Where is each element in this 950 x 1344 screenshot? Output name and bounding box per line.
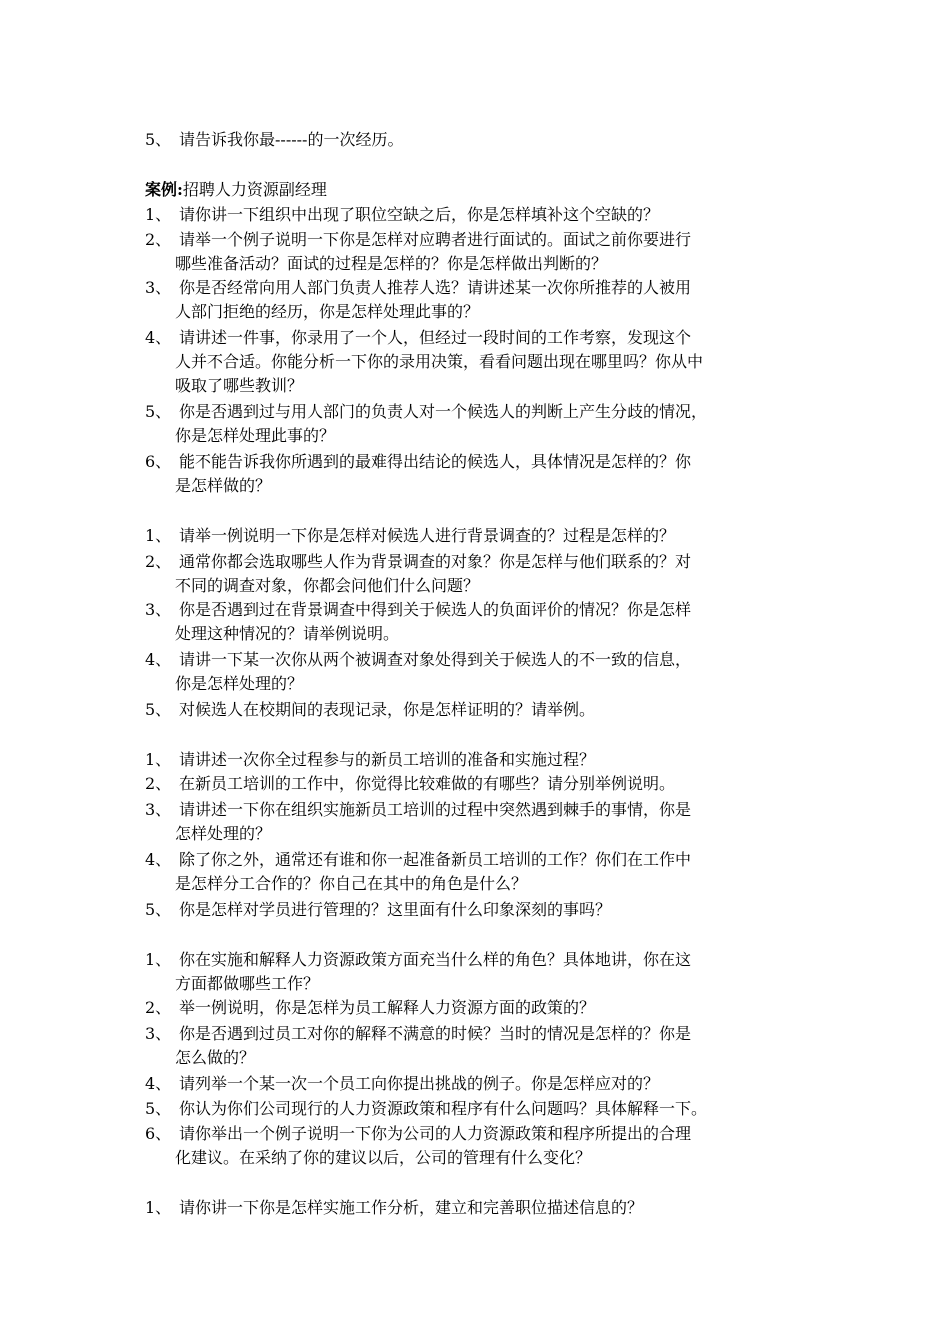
item-number: 2、 (145, 998, 172, 1017)
item-number: 5、 (145, 900, 172, 919)
list-item (145, 996, 835, 1020)
list-item (145, 524, 835, 548)
list-item (145, 276, 835, 300)
item-text: 你在实施和解释人力资源政策方面充当什么样的角色？具体地讲，你在这 (179, 950, 692, 969)
item-text: 能不能告诉我你所遇到的最难得出结论的候选人，具体情况是怎样的？你 (179, 452, 692, 471)
item-number: 4、 (145, 850, 172, 869)
item-number: 2、 (145, 230, 172, 249)
item-number: 1、 (145, 526, 172, 545)
list-item (145, 550, 835, 574)
item-continuation: 你是怎样处理的？ (175, 674, 304, 693)
list-item (145, 1097, 835, 1121)
list-item (145, 798, 835, 822)
item-number: 4、 (145, 650, 172, 669)
item-text: 请讲述一次你全过程参与的新员工培训的准备和实施过程？ (179, 750, 596, 769)
item-number: 6、 (145, 1124, 172, 1143)
item-number: 4、 (145, 1074, 172, 1093)
list-item (145, 772, 835, 796)
item-number: 5、 (145, 700, 172, 719)
item-text: 通常你都会选取哪些人作为背景调查的对象？你是怎样与他们联系的？对 (179, 552, 692, 571)
list-item (145, 848, 835, 872)
item-text: 请告诉我你最------的一次经历。 (179, 130, 404, 149)
item-text: 请你讲一下组织中出现了职位空缺之后，你是怎样填补这个空缺的？ (179, 205, 660, 224)
item-text: 请列举一个某一次一个员工向你提出挑战的例子。你是怎样应对的？ (179, 1074, 660, 1093)
item-text: 请讲述一下你在组织实施新员工培训的过程中突然遇到棘手的事情，你是 (179, 800, 692, 819)
item-text: 除了你之外，通常还有谁和你一起准备新员工培训的工作？你们在工作中 (179, 850, 692, 869)
item-text: 请你举出一个例子说明一下你为公司的人力资源政策和程序所提出的合理 (179, 1124, 692, 1143)
list-item (145, 748, 835, 772)
item-continuation: 人部门拒绝的经历，你是怎样处理此事的？ (175, 302, 480, 321)
item-number: 1、 (145, 205, 172, 224)
list-item (145, 1196, 835, 1220)
item-continuation: 哪些准备活动？面试的过程是怎样的？你是怎样做出判断的？ (175, 254, 608, 273)
item-continuation: 是怎样分工合作的？你自己在其中的角色是什么？ (175, 874, 528, 893)
list-item (145, 948, 835, 972)
item-number: 1、 (145, 950, 172, 969)
item-number: 4、 (145, 328, 172, 347)
item-text: 请讲述一件事，你录用了一个人，但经过一段时间的工作考察，发现这个 (179, 328, 692, 347)
item-number: 1、 (145, 1198, 172, 1217)
item-text: 请举一例说明一下你是怎样对候选人进行背景调查的？过程是怎样的？ (179, 526, 676, 545)
item-number: 3、 (145, 600, 172, 619)
item-text: 在新员工培训的工作中，你觉得比较难做的有哪些？请分别举例说明。 (179, 774, 676, 793)
item-number: 3、 (145, 1024, 172, 1043)
item-text: 你是怎样对学员进行管理的？这里面有什么印象深刻的事吗？ (179, 900, 612, 919)
list-item (145, 598, 835, 622)
item-text: 请你讲一下你是怎样实施工作分析，建立和完善职位描述信息的？ (179, 1198, 644, 1217)
case-heading (145, 178, 835, 202)
list-item (145, 1122, 835, 1146)
item-text: 举一例说明，你是怎样为员工解释人力资源方面的政策的？ (179, 998, 596, 1017)
item-number: 5、 (145, 402, 172, 421)
item-number: 3、 (145, 278, 172, 297)
item-number: 5、 (145, 1099, 172, 1118)
list-item (145, 898, 835, 922)
item-text: 你是否遇到过员工对你的解释不满意的时候？当时的情况是怎样的？你是 (179, 1024, 692, 1043)
case-title: 招聘人力资源副经理 (182, 180, 327, 199)
list-item (145, 228, 835, 252)
list-item (145, 203, 835, 227)
item-continuation: 怎么做的？ (175, 1048, 256, 1067)
item-continuation: 不同的调查对象，你都会问他们什么问题？ (175, 576, 480, 595)
list-item (145, 400, 835, 424)
item-continuation: 你是怎样处理此事的？ (175, 426, 336, 445)
item-number: 5、 (145, 130, 172, 149)
item-number: 3、 (145, 800, 172, 819)
list-item (145, 450, 835, 474)
item-continuation: 化建议。在采纳了你的建议以后，公司的管理有什么变化？ (175, 1148, 592, 1167)
list-item (145, 1022, 835, 1046)
case-label: 案例: (145, 180, 183, 199)
item-text: 你是否经常向用人部门负责人推荐人选？请讲述某一次你所推荐的人被用 (179, 278, 692, 297)
list-item (145, 1072, 835, 1096)
list-item (145, 128, 835, 152)
list-item (145, 698, 835, 722)
item-number: 2、 (145, 552, 172, 571)
item-text: 你是否遇到过在背景调查中得到关于候选人的负面评价的情况？你是怎样 (179, 600, 692, 619)
item-continuation: 怎样处理的？ (175, 824, 272, 843)
item-text: 你认为你们公司现行的人力资源政策和程序有什么问题吗？具体解释一下。 (179, 1099, 708, 1118)
item-continuation: 方面都做哪些工作？ (175, 974, 320, 993)
item-continuation: 处理这种情况的？请举例说明。 (175, 624, 400, 643)
item-text: 请讲一下某一次你从两个被调查对象处得到关于候选人的不一致的信息， (179, 650, 692, 669)
item-continuation: 吸取了哪些教训？ (175, 376, 304, 395)
list-item (145, 648, 835, 672)
item-continuation: 人并不合适。你能分析一下你的录用决策，看看问题出现在哪里吗？你从中 (175, 352, 704, 371)
list-item (145, 326, 835, 350)
item-continuation: 是怎样做的？ (175, 476, 272, 495)
item-text: 你是否遇到过与用人部门的负责人对一个候选人的判断上产生分歧的情况， (179, 402, 708, 421)
item-number: 1、 (145, 750, 172, 769)
item-number: 6、 (145, 452, 172, 471)
item-text: 请举一个例子说明一下你是怎样对应聘者进行面试的。面试之前你要进行 (179, 230, 692, 249)
item-text: 对候选人在校期间的表现记录，你是怎样证明的？请举例。 (179, 700, 596, 719)
item-number: 2、 (145, 774, 172, 793)
